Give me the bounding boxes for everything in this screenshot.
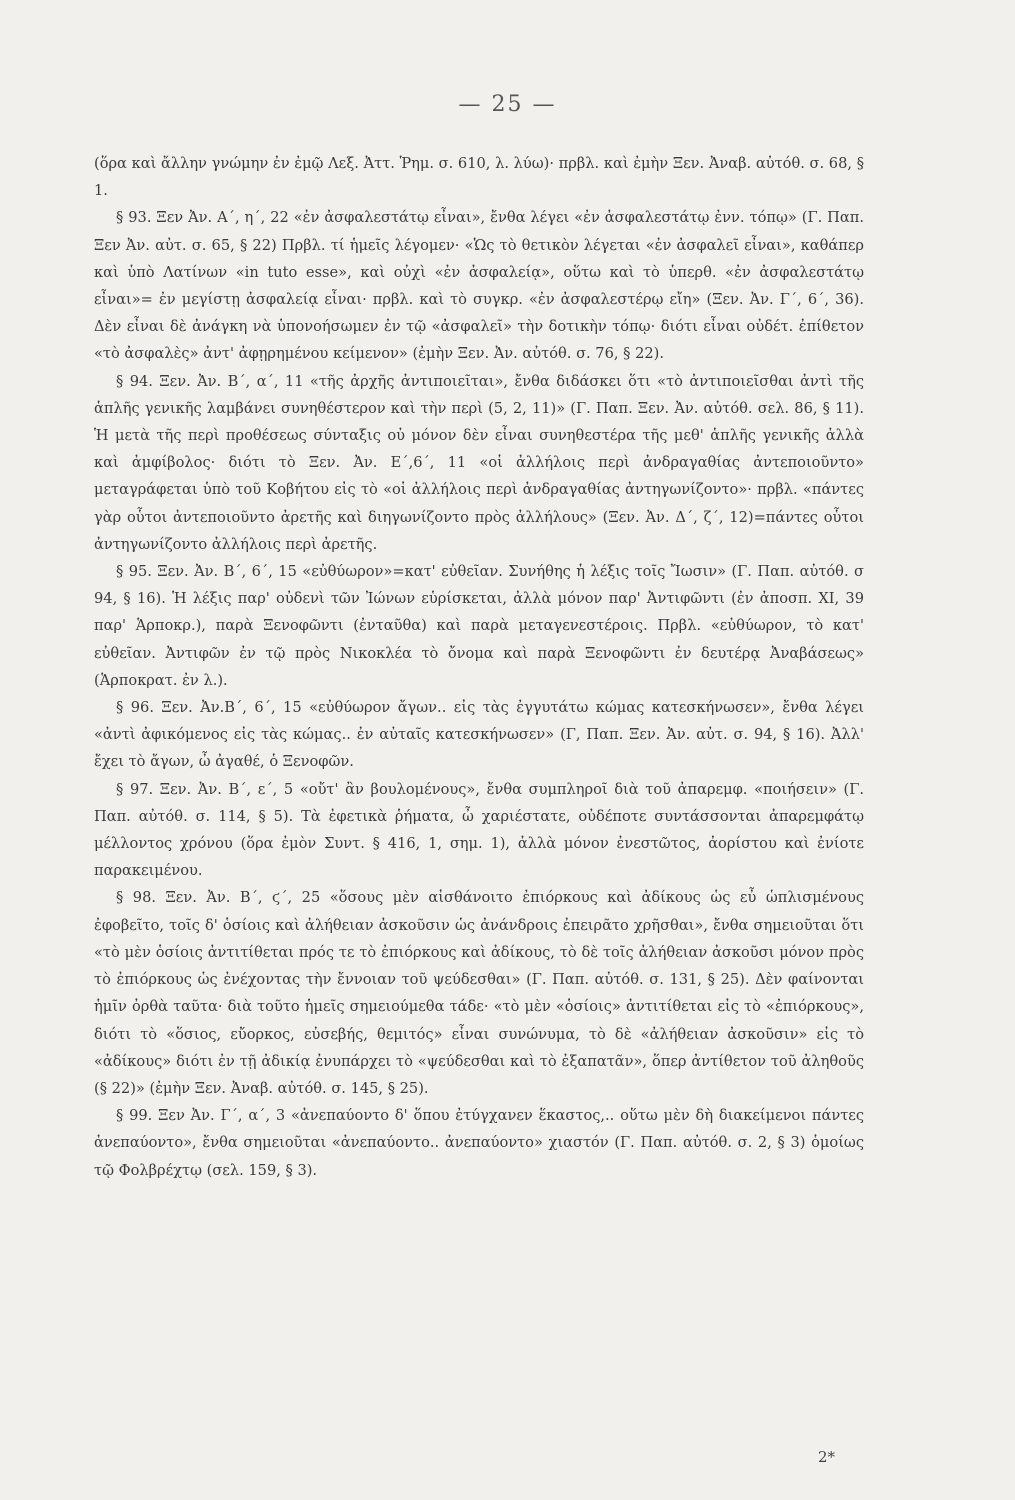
section-98: § 98. Ξεν. Ἀν. Β΄, ϛ΄, 25 «ὅσους μὲν αἰσθάνοιτο ἐπιόρκους καὶ ἀδίκους ὡς εὖ ὡπλισμένους ἐφοβεῖτο, τοῖς δ' ὁσίοις καὶ ἀλήθειαν ἀσκοῦσιν ὡς ἀνάνδροις ἐπειρᾶτο χρῆσθαι», ἔνθα σημειοῦται ὅτι «τὸ μὲν ὁσίοις ἀντιτίθεται πρός τε τὸ ἐπιόρκους καὶ ἀδίκους, τὸ δὲ τοῖς ἀλήθειαν ἀσκοῦσι μόνον πρὸς τὸ ἐπιόρκους ὡς ἐνέχοντας τὴν ἔννοιαν τοῦ ψεύδεσθαι» (Γ. Παπ. αὐτόθ. σ. 131, § 25). Δὲν φαίνονται ἡμῖν ὀρθὰ ταῦτα· διὰ τοῦτο ἡμεῖς σημειούμεθα τάδε· «τὸ μὲν «ὁσίοις» ἀντιτίθεται εἰς τὸ «ἐπιόρκους», διότι τὸ «ὅσιος, εὔορκος, εὐσεβής, θεμιτός» εἶναι συνώνυμα, τὸ δὲ «ἀλήθειαν ἀσκοῦσιν» εἰς τὸ «ἀδίκους» διότι ἐν τῇ ἀδικίᾳ ἐνυπάρχει τὸ «ψεύδεσθαι καὶ τὸ ἐξαπατᾶν», ὅπερ ἀντίθετον τοῦ ἀληθοῦς (§ 22)» (ἐμὴν Ξεν. Ἀναβ. αὐτόθ. σ. 145, § 25). xyxy=(94,889,864,1097)
section-94: § 94. Ξεν. Ἀν. Β΄, α΄, 11 «τῆς ἀρχῆς ἀντιποιεῖται», ἔνθα διδάσκει ὅτι «τὸ ἀντιποιεῖσθαι ἀντὶ τῆς ἁπλῆς γενικῆς λαμβάνει συνηθέστερον καὶ τὴν περὶ (5, 2, 11)» (Γ. Παπ. Ξεν. Ἀν. αὐτόθ. σελ. 86, § 11). Ἡ μετὰ τῆς περὶ προθέσεως σύνταξις οὐ μόνον δὲν εἶναι συνηθεστέρα τῆς μεθ' ἁπλῆς γενικῆς ἀλλὰ καὶ ἀμφίβολος· διότι τὸ Ξεν. Ἀν. Ε΄,6΄, 11 «οἱ ἀλλήλοις περὶ ἀνδραγαθίας ἀντεποιοῦντο» μεταγράφεται ὑπὸ τοῦ Κοβήτου εἰς τὸ «οἱ ἀλλήλοις περὶ ἀνδραγαθίας ἀντηγωνίζοντο»· πρβλ. «πάντες γὰρ οὗτοι ἀντεποιοῦντο ἀρετῆς καὶ διηγωνίζοντο πρὸς ἀλλήλους» (Ξεν. Ἀν. Δ΄, ζ΄, 12)=πάντες οὗτοι ἀντηγωνίζοντο ἀλλήλοις περὶ ἀρετῆς. xyxy=(94,372,864,553)
section-99: § 99. Ξεν Ἀν. Γ΄, α΄, 3 «ἀνεπαύοντο δ' ὅπου ἐτύγχανεν ἕκαστος,.. οὕτω μὲν δὴ διακείμενοι πάντες ἀνεπαύοντο», ἔνθα σημειοῦται «ἀνεπαύοντο.. ἀνεπαύοντο» χιαστόν (Γ. Παπ. αὐτόθ. σ. 2, § 3) ὁμοίως τῷ Φολβρέχτῳ (σελ. 159, § 3). xyxy=(94,1107,864,1179)
page-number: — 25 — xyxy=(458,92,557,117)
section-96: § 96. Ξεν. Ἀν.Β΄, 6΄, 15 «εὐθύωρον ἄγων.. εἰς τὰς ἐγγυτάτω κώμας κατεσκήνωσεν», ἔνθα λέγει «ἀντὶ ἀφικόμενος εἰς τὰς κώμας.. ἐν αὐταῖς κατεσκήνωσεν» (Γ, Παπ. Ξεν. Ἀν. αὐτ. σ. 94, § 16). Ἀλλ' ἔχει τὸ ἄγων, ὦ ἀγαθέ, ὁ Ξενοφῶν. xyxy=(94,699,864,771)
paragraph-continuation: (ὅρα καὶ ἄλλην γνώμην ἐν ἐμῷ Λεξ. Ἀττ. Ῥημ. σ. 610, λ. λύω)· πρβλ. καὶ ἐμὴν Ξεν. Ἀναβ. αὐτόθ. σ. 68, § 1. xyxy=(94,155,864,200)
section-97: § 97. Ξεν. Ἀν. Β΄, ε΄, 5 «οὔτ' ἂν βουλομένους», ἔνθα συμπληροῖ διὰ τοῦ ἀπαρεμφ. «ποιήσειν» (Γ. Παπ. αὐτόθ. σ. 114, § 5). Τὰ ἐφετικὰ ῥήματα, ὦ χαριέστατε, οὐδέποτε συντάσσονται ἀπαρεμφάτῳ μέλλοντος χρόνου (ὅρα ἐμὸν Συντ. § 416, 1, σημ. 1), ἀλλὰ μόνον ἐνεστῶτος, ἀορίστου καὶ ἐνίοτε παρακειμένου. xyxy=(94,780,864,880)
section-93: § 93. Ξεν Ἀν. Α΄, η΄, 22 «ἐν ἀσφαλεστάτῳ εἶναι», ἔνθα λέγει «ἐν ἀσφαλεστάτῳ ἐνν. τόπῳ» (Γ. Παπ. Ξεν Ἀν. αὐτ. σ. 65, § 22) Πρβλ. τί ἡμεῖς λέγομεν· «Ὡς τὸ θετικὸν λέγεται «ἐν ἀσφαλεῖ εἶναι», καθάπερ καὶ ὑπὸ Λατίνων «in tuto esse», καὶ οὐχὶ «ἐν ἀσφαλείᾳ», οὕτω καὶ τὸ ὑπερθ. «ἐν ἀσφαλεστάτῳ εἶναι»= ἐν μεγίστῃ ἀσφαλείᾳ εἶναι· πρβλ. καὶ τὸ συγκρ. «ἐν ἀσφαλεστέρῳ εἴη» (Ξεν. Ἀν. Γ΄, 6΄, 36). Δὲν εἶναι δὲ ἀνάγκη νὰ ὑπονοήσωμεν ἐν τῷ «ἀσφαλεῖ» τὴν δοτικὴν τόπῳ· διότι εἶναι οὐδέτ. ἐπίθετον «τὸ ἀσφαλὲς» ἀντ' ἀφῃρημένου κείμενον» (ἐμὴν Ξεν. Ἀν. αὐτόθ. σ. 76, § 22). xyxy=(94,209,864,363)
signature-mark: 2* xyxy=(818,1448,836,1466)
body-text xyxy=(94,150,864,1184)
section-95: § 95. Ξεν. Ἀν. Β΄, 6΄, 15 «εὐθύωρον»=κατ' εὐθεῖαν. Συνήθης ἡ λέξις τοῖς Ἴωσιν» (Γ. Παπ. αὐτόθ. σ 94, § 16). Ἡ λέξις παρ' οὐδενὶ τῶν Ἰώνων εὑρίσκεται, ἀλλὰ μόνον παρ' Ἀντιφῶντι (ἐν ἀποσπ. XI, 39 παρ' Ἁρποκρ.), παρὰ Ξενοφῶντι (ἐνταῦθα) καὶ παρὰ μεταγενεστέροις. Πρβλ. «εὐθύωρον, τὸ κατ' εὐθεῖαν. Ἀντιφῶν ἐν τῷ πρὸς Νικοκλέα τὸ ὄνομα καὶ παρὰ Ξενοφῶντι ἐν δευτέρᾳ Ἀναβάσεως» (Ἁρποκρατ. ἐν λ.). xyxy=(94,563,864,689)
